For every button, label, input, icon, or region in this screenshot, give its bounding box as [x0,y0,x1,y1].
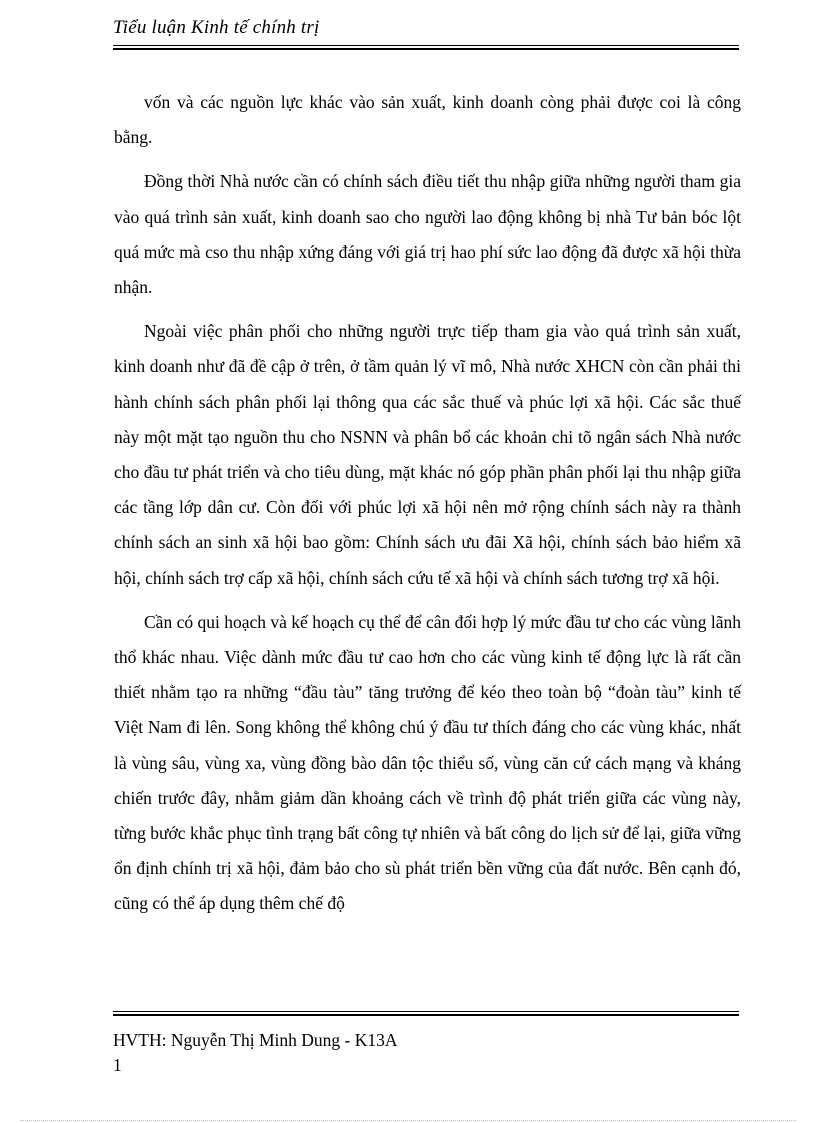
paragraph: Ngoài việc phân phối cho những người trực tiếp tham gia vào quá trình sản xuất, kinh doanh như đã đề cập ở trên, ở tầm quản lý vĩ mô, Nhà nước XHCN còn cần phải thi hành chính sách phân phối lại thông qua các sắc thuế và phúc lợi xã hội. Các sắc thuế này một mặt tạo nguồn thu cho NSNN và phân bổ các khoản chi tõ ngân sách Nhà nước cho đầu tư phát triển và cho tiêu dùng, mặt khác nó góp phần phân phối lại thu nhập giữa các tầng lớp dân cư. Còn đối với phúc lợi xã hội nên mở rộng chính sách này ra thành chính sách an sinh xã hội bao gồm: Chính sách ưu đãi Xã hội, chính sách bảo hiểm xã hội, chính sách trợ cấp xã hội, chính sách cứu tế xã hội và chính sách tương trợ xã hội. [114,321,741,588]
paragraph: Đồng thời Nhà nước cần có chính sách điều tiết thu nhập giữa những người tham gia vào quá trình sản xuất, kinh doanh sao cho người lao động không bị nhà Tư bản bóc lột quá mức mà cso thu nhập xứng đáng với giá trị hao phí sức lao động đã được xã hội thừa nhận. [114,171,741,298]
body-text [114,85,741,931]
page-number: 1 [113,1055,122,1075]
footer-divider [113,1011,739,1016]
header-title: Tiểu luận Kinh tế chính trị [113,17,320,38]
footer-author: HVTH: Nguyễn Thị Minh Dung - K13A [113,1030,398,1050]
paragraph: vốn và các nguồn lực khác vào sản xuất, kinh doanh còng phải được coi là công bằng. [114,92,741,148]
page-bottom-border [20,1120,796,1121]
header-divider [113,45,739,50]
paragraph: Cần có qui hoạch và kế hoạch cụ thể để cân đối hợp lý mức đầu tư cho các vùng lãnh thổ khác nhau. Việc dành mức đầu tư cao hơn cho các vùng kinh tế động lực là rất cần thiết nhằm tạo ra những “đầu tàu” tăng trưởng để kéo theo toàn bộ “đoàn tàu” kinh tế Việt Nam đi lên. Song không thể không chú ý đầu tư thích đáng cho các vùng khác, nhất là vùng sâu, vùng xa, vùng đồng bào dân tộc thiểu số, vùng căn cứ cách mạng và kháng chiến trước đây, nhằm giảm dần khoảng cách về trình độ phát triển giữa các vùng này, từng bước khắc phục tình trạng bất công tự nhiên và bất công do lịch sử để lại, giữa vững ổn định chính trị xã hội, đảm bảo cho sù phát triển bền vững của đất nước. Bên cạnh đó, cũng có thể áp dụng thêm chế độ [114,611,741,914]
